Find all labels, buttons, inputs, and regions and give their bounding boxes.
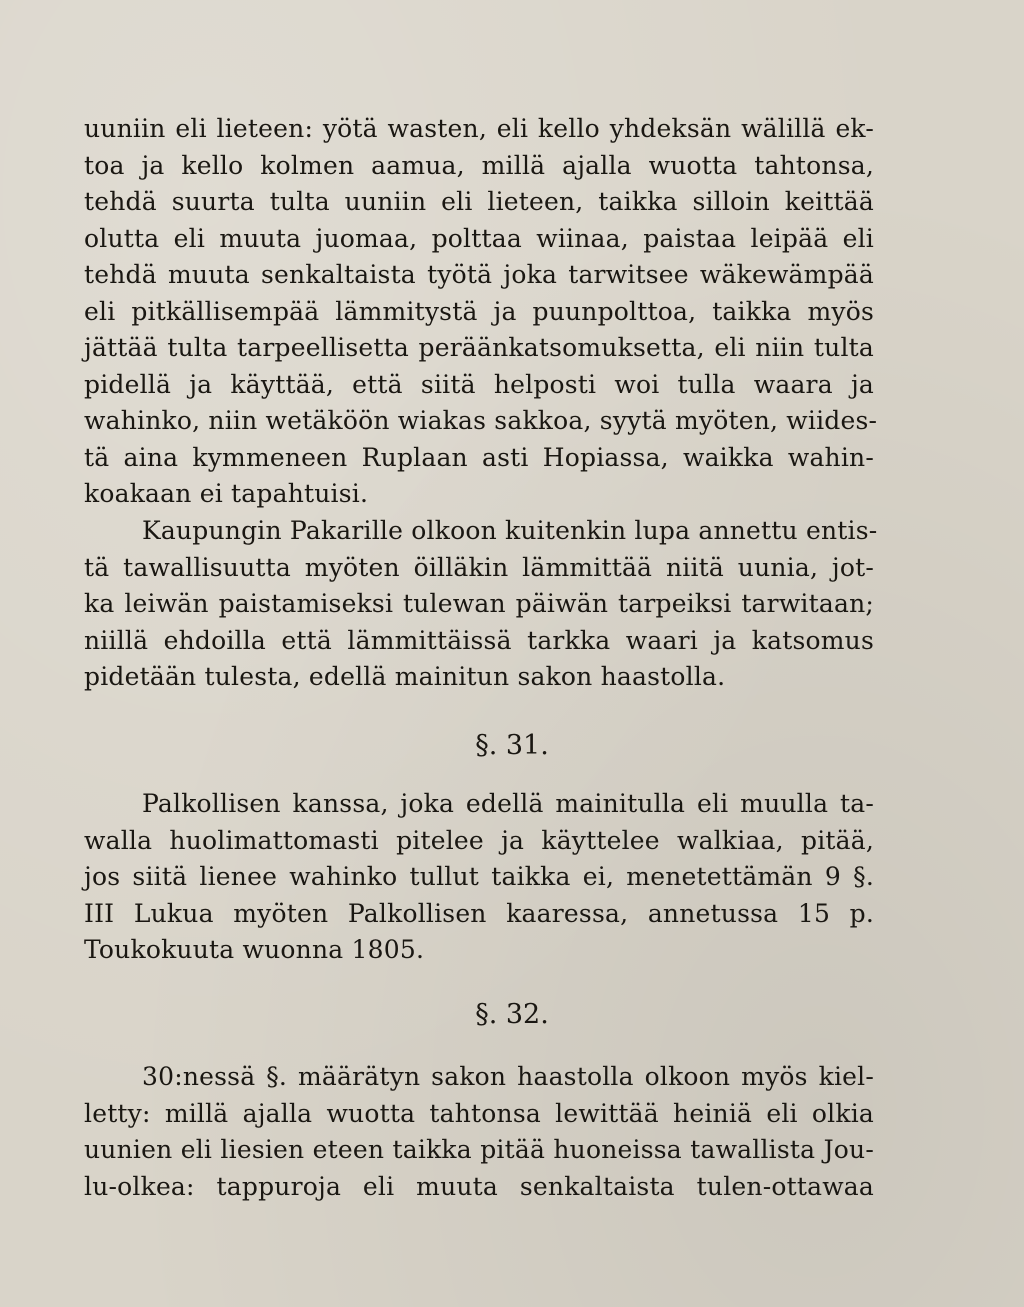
text-line: toa ja kello kolmen aamua, millä ajalla wuotta tahtonsa, [84,150,874,180]
paragraph-1 [84,111,878,513]
text-line: tä tawallisuutta myöten öilläkin lämmittää niitä uunia, jot- [84,552,874,582]
text-line: niillä ehdoilla että lämmittäissä tarkka waari ja katsomus [84,625,874,655]
text-line: Toukokuuta wuonna 1805. [84,935,425,964]
text-line: jos siitä lienee wahinko tullut taikka ei, menetettämän 9 §. [84,862,874,891]
text-line: tä aina kymmeneen Ruplaan asti Hopiassa, waikka wahin- [84,442,874,472]
text-line: eli pitkällisempää lämmitystä ja puunpolttoa, taikka myös [84,296,874,326]
text-line: walla huolimattomasti pitelee ja käyttelee walkiaa, pitää, [84,825,874,855]
text-line: jättää tulta tarpeellisetta peräänkatsomuksetta, eli niin tulta [84,333,874,362]
paragraph-2 [84,513,878,696]
text-line: Palkollisen kanssa, joka edellä mainitulla eli muulla ta- [142,789,874,818]
text-line: Kaupungin Pakarille olkoon kuitenkin lupa annettu entis- [142,516,878,545]
text-line: olutta eli muuta juomaa, polttaa wiinaa, paistaa leipää eli [84,223,874,253]
text-line: lu-olkea: tappuroja eli muuta senkaltaista tulen-ottawaa [84,1171,874,1201]
text-line: pidellä ja käyttää, että siitä helposti woi tulla waara ja [84,369,874,399]
paragraph-4 [84,1059,874,1205]
text-line: III Lukua myöten Palkollisen kaaressa, annetussa 15 p. [84,898,874,928]
text-line: letty: millä ajalla wuotta tahtonsa lewittää heiniä eli olkia [84,1098,874,1128]
text-line: tehdä suurta tulta uuniin eli lieteen, taikka silloin keittää [84,187,874,216]
section-heading-31: §. 31. [475,730,549,761]
text-line: uunien eli liesien eteen taikka pitää huoneissa tawallista Jou- [84,1135,874,1164]
text-line: 30:nessä §. määrätyn sakon haastolla olkoon myös kiel- [142,1062,874,1091]
text-line: pidetään tulesta, edellä mainitun sakon haastolla. [84,662,726,691]
text-line: uuniin eli lieteen: yötä wasten, eli kello yhdeksän wälillä ek- [84,114,874,143]
text-line: tehdä muuta senkaltaista työtä joka tarwitsee wäkewämpää [84,260,874,289]
text-line: ka leiwän paistamiseksi tulewan päiwän tarpeiksi tarwitaan; [84,589,874,618]
text-line: wahinko, niin wetäköön wiakas sakkoa, syytä myöten, wiides- [84,406,878,435]
text-line: koakaan ei tapahtuisi. [84,479,369,508]
paragraph-3 [84,786,874,969]
section-heading-32: §. 32. [475,999,549,1030]
